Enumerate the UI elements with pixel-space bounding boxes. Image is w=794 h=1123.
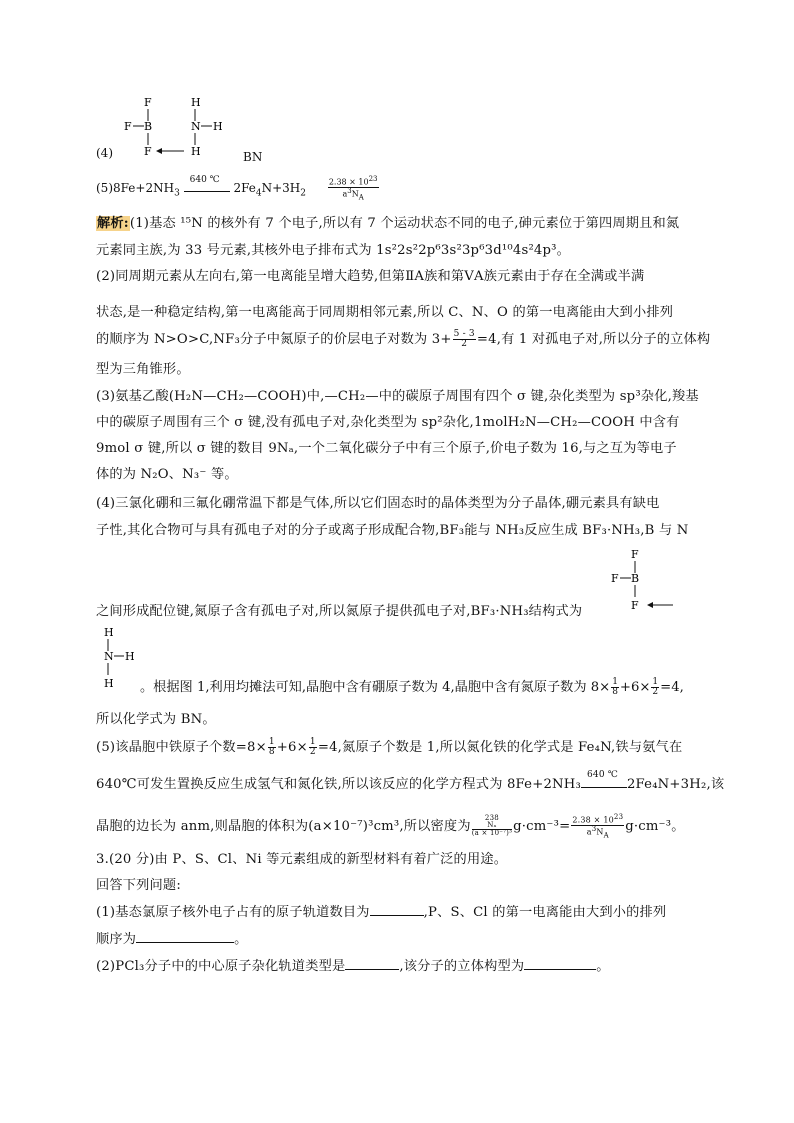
atom-b: B [631, 572, 640, 585]
analysis-p2-l1: (2)同周期元素从左向右,第一电离能呈增大趋势,但第ⅡA族和第ⅤA族元素由于存在全满或半满 [96, 269, 645, 284]
analysis-p4-l1: (4)三氯化硼和三氟化硼常温下都是气体,所以它们固态时的晶体类型为分子晶体,硼元素具有缺电 [96, 496, 660, 511]
sub: 2 [300, 188, 306, 199]
atom-n: N [191, 120, 201, 133]
frac-den: 8 [612, 687, 618, 697]
sup: 3 [347, 186, 352, 195]
reaction-condition: 640 ℃ [189, 174, 220, 185]
question3-q1-l2 [96, 928, 248, 947]
frac-num: 1 [268, 737, 275, 747]
analysis-p1-l2: 元素同主族,为 33 号元素,其核外电子排布式为 1s²2s²2p⁶3s²3p⁶3d¹⁰4s²4p³。 [96, 243, 571, 258]
fraction-1-2 [651, 678, 659, 697]
text: +6× [619, 680, 651, 695]
answer-blank-orbitals[interactable] [370, 903, 424, 916]
analysis-tag: 解析: [97, 216, 129, 231]
atom-f-top: F [631, 548, 639, 561]
structure-bf3-inline [605, 546, 685, 614]
analysis-p2-l2: 状态,是一种稳定结构,第一电离能高于同周期相邻元素,所以 C、N、O 的第一电离能由大到小排列 [96, 305, 674, 320]
density-fraction-2 [571, 814, 624, 839]
answer-4-label: (4) [96, 146, 113, 160]
fraction-1-2 [309, 738, 317, 757]
frac-den: a [342, 189, 348, 199]
analysis-p3-l1: (3)氨基乙酸(H₂N—CH₂—COOH)中,—CH₂—中的碳原子周围有四个 σ 键,杂化类型为 sp³杂化,羧基 [96, 389, 699, 404]
text: (2)PCl₃分子中的中心原子杂化轨道类型是 [96, 959, 346, 974]
analysis-p4-l5: 所以化学式为 BN。 [96, 712, 216, 727]
eq5-product: 2Fe [233, 180, 256, 195]
bf3-diagram [605, 546, 685, 614]
answer-blank-ionization-order[interactable] [136, 930, 234, 943]
analysis-p5-l3 [96, 814, 685, 839]
frac-den: 2 [461, 339, 468, 349]
analysis-p1-l1 [96, 212, 679, 231]
atom-h-top: H [104, 626, 114, 639]
question3-prompt: 回答下列问题: [96, 878, 181, 893]
atom-h-bottom: H [191, 145, 201, 158]
analysis-p4-l3: 之间形成配位键,氮原子含有孤电子对,所以氮原子提供孤电子对,BF₃·NH₃结构式为 [96, 604, 583, 619]
atom-f-top: F [144, 96, 152, 109]
atom-f-bottom: F [631, 599, 639, 612]
frac-den: a [586, 827, 592, 837]
analysis-p4-l2: 子性,其化合物可与具有孤电子对的分子或离子形成配合物,BF₃能与 NH₃反应生成 BF₃·NH₃,B 与 N [96, 523, 689, 538]
sup: 23 [368, 175, 378, 183]
atom-h-top: H [191, 96, 201, 109]
atom-h-right: H [213, 120, 223, 133]
sub: 3 [174, 188, 180, 199]
analysis-p5-l1 [96, 736, 682, 757]
text: (1)基态 ¹⁵N 的核外有 7 个电子,所以有 7 个运动状态不同的电子,砷元素位于第四周期且和氮 [129, 216, 680, 231]
text: g·cm⁻³。 [625, 818, 685, 834]
answer-blank-hybridization[interactable] [345, 957, 399, 970]
text: 的顺序为 N>O>C,NF₃分子中氮原子的价层电子对数为 3+ [96, 332, 452, 347]
fraction-1-8 [611, 678, 619, 697]
text: 2Fe₄N+3H₂,该 [626, 777, 725, 792]
frac-num2: Nₐ [487, 821, 497, 830]
eq5-product2: N+3H [261, 180, 301, 195]
text: =4,有 1 对孤电子对,所以分子的立体构 [476, 332, 711, 347]
analysis-p5-l2 [96, 770, 725, 792]
reaction-arrow [184, 174, 230, 192]
text: ,P、S、Cl 的第一电离能由大到小的排列 [423, 905, 667, 920]
eq5-reactants: (5)8Fe+2NH [96, 180, 175, 195]
frac-den: 2 [309, 747, 316, 757]
frac-num: 1 [612, 677, 618, 687]
atom-h-bottom: H [104, 677, 114, 690]
frac-num: 5 - 3 [453, 329, 475, 339]
atom-f-left: F [124, 120, 132, 133]
answer-blank-geometry[interactable] [524, 957, 596, 970]
sub: A [358, 192, 364, 201]
atom-h-right: H [125, 650, 135, 663]
reaction-arrow [581, 770, 627, 788]
atom-f-bottom: F [144, 145, 152, 158]
text: 640℃可发生置换反应生成氢气和氮化铁,所以该反应的化学方程式为 8Fe+2NH₃ [96, 777, 581, 792]
text: =4, [660, 680, 684, 695]
analysis-p3-l4: 体的为 N₂O、N₃⁻ 等。 [96, 467, 238, 482]
text: 。 [596, 959, 610, 974]
analysis-p2-l3 [96, 328, 710, 349]
frac-den: 8 [268, 747, 275, 757]
sub: A [603, 830, 609, 839]
fraction-1-8 [268, 738, 276, 757]
text: g·cm⁻³= [513, 818, 571, 834]
text: ,该分子的立体构型为 [399, 959, 525, 974]
text: (5)该晶胞中铁原子个数=8× [96, 740, 267, 755]
question3-q1-l1 [96, 901, 666, 920]
sup: 23 [613, 813, 624, 821]
frac-num: 1 [309, 737, 316, 747]
nh3-diagram [96, 624, 146, 692]
frac-num: 2.38 × 10 [572, 815, 614, 825]
analysis-p4-l4 [140, 676, 684, 697]
fraction [453, 330, 476, 349]
text: (1)基态氯原子核外电子占有的原子轨道数目为 [96, 905, 370, 920]
reaction-condition: 640 ℃ [586, 770, 619, 780]
analysis-p2-l4: 型为三角锥形。 [96, 362, 190, 377]
text: 晶胞的边长为 anm,则晶胞的体积为(a×10⁻⁷)³cm³,所以密度为 [96, 818, 471, 834]
analysis-p3-l2: 中的碳原子周围有三个 σ 键,没有孤电子对,杂化类型为 sp²杂化,1molH₂N—CH₂—COOH 中含有 [96, 415, 680, 430]
text: 。 [234, 932, 248, 947]
frac-num: 238 [484, 814, 499, 823]
text: +6× [276, 740, 308, 755]
frac-den: (a × 10⁻⁷)³ [471, 829, 513, 838]
density-fraction-1 [472, 815, 512, 837]
answer-5-line [96, 176, 380, 201]
frac-den: 2 [652, 687, 659, 697]
atom-n: N [104, 650, 114, 663]
atom-b: B [144, 120, 153, 133]
question3-q2 [96, 955, 610, 974]
text: =4,氮原子个数是 1,所以氮化铁的化学式是 Fe₄N,铁与氨气在 [317, 740, 683, 755]
atom-f-left: F [611, 572, 619, 585]
frac-num: 1 [652, 677, 659, 687]
question3-intro: 3.(20 分)由 P、S、Cl、Ni 等元素组成的新型材料有着广泛的用途。 [96, 852, 508, 867]
frac-num: 2.38 × 10 [328, 177, 369, 187]
text: 。根据图 1,利用均摊法可知,晶胞中含有硼原子数为 4,晶胞中含有氮原子数为 8× [140, 680, 611, 695]
analysis-p3-l3: 9mol σ 键,所以 σ 键的数目 9Nₐ,一个二氧化碳分子中有三个原子,价电子数为 16,与之互为等电子 [96, 441, 677, 456]
text: 顺序为 [96, 932, 137, 947]
sub: 4 [255, 188, 262, 199]
density-fraction [328, 176, 379, 201]
answer-4-formula: BN [243, 150, 263, 164]
sup: 3 [591, 824, 597, 833]
frac-den-tail: N [596, 827, 604, 837]
structure-nh3-inline [96, 624, 146, 692]
frac-den-tail: N [351, 189, 359, 199]
